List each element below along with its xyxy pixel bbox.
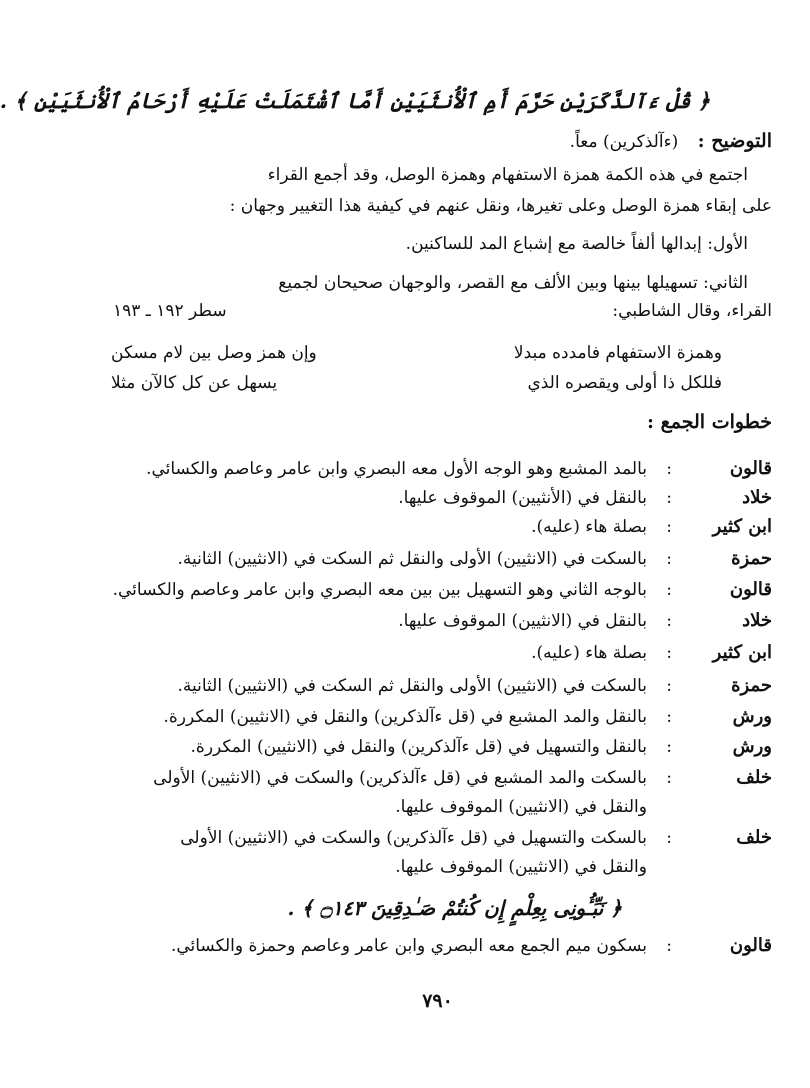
- reader-name: خلف: [736, 767, 772, 788]
- reader-name: قالون: [729, 458, 772, 479]
- poem-verse-2: [111, 370, 722, 396]
- step-text: بالنقل في (الأنثيين) الموقوف عليها.: [398, 488, 647, 508]
- reader-name: ابن كثير: [712, 642, 772, 663]
- paragraph-line-1: اجتمع في هذه الكمة همزة الاستفهام وهمزة الوصل، وقد أجمع القراء: [267, 165, 748, 185]
- separator: :: [666, 488, 672, 508]
- step-text: بصلة هاء (عليه).: [531, 643, 647, 663]
- separator: :: [666, 936, 672, 956]
- step-text: بالسكت في (الانثيين) الأولى والنقل ثم السكت في (الانثيين) الثانية.: [177, 676, 647, 696]
- step-text: بالسكت والمد المشبع في (قل ءآلذكرين) والسكت في (الانثيين) الأولى: [153, 768, 647, 788]
- reader-name: حمزة: [731, 548, 772, 569]
- step-text: بالنقل في (الانثيين) الموقوف عليها.: [398, 611, 647, 631]
- step-text: بالنقل والمد المشبع في (قل ءآلذكرين) والنقل في (الانثيين) المكررة.: [163, 707, 647, 727]
- separator: :: [666, 549, 672, 569]
- step-text: بالوجه الثاني وهو التسهيل بين بين معه البصري وابن عامر وعاصم والكسائي.: [112, 580, 647, 600]
- step-text: بالنقل والتسهيل في (قل ءآلذكرين) والنقل في (الانثيين) المكررة.: [190, 737, 647, 757]
- paragraph-line-2: على إبقاء همزة الوصل وعلى تغيرها، ونقل عنهم في كيفية هذا التغيير وجهان :: [229, 196, 772, 216]
- line-reference: سطر ١٩٢ ـ ١٩٣: [113, 301, 227, 321]
- step-text: بالسكت في (الانثيين) الأولى والنقل ثم السكت في (الانثيين) الثانية.: [177, 549, 647, 569]
- separator: :: [666, 707, 672, 727]
- separator: :: [666, 459, 672, 479]
- reader-name: خلاد: [742, 487, 772, 508]
- steps-heading: خطوات الجمع :: [647, 411, 772, 433]
- step-text: بسكون ميم الجمع معه البصري وابن عامر وعاصم وحمزة والكسائي.: [170, 936, 647, 956]
- separator: :: [666, 828, 672, 848]
- shatibi-intro: القراء، وقال الشاطبي:: [612, 301, 772, 321]
- second-method-line-1: الثاني: تسهيلها بينها وبين الألف مع القصر، والوجهان صحيحان لجميع: [278, 273, 748, 293]
- reader-name: خلف: [736, 827, 772, 848]
- step-text-continued: والنقل في (الانثيين) الموقوف عليها.: [395, 857, 647, 877]
- reader-name: ورش: [732, 736, 772, 757]
- step-text-continued: والنقل في (الانثيين) الموقوف عليها.: [395, 797, 647, 817]
- first-method: الأول: إبدالها ألفاً خالصة مع إشباع المد للساكنين.: [405, 234, 748, 254]
- tawdih-label: التوضيح :: [697, 130, 772, 152]
- separator: :: [666, 611, 672, 631]
- poem-hemistich-left: يسهل عن كل كالآن مثلا: [111, 373, 278, 393]
- separator: :: [666, 737, 672, 757]
- page-number: ٧٩٠: [422, 990, 453, 1012]
- poem-hemistich-right: وهمزة الاستفهام فامدده مبدلا: [513, 343, 722, 363]
- poem-hemistich-left: وإن همز وصل بين لام مسكن: [111, 343, 317, 363]
- separator: :: [666, 580, 672, 600]
- reader-name: ورش: [732, 706, 772, 727]
- reader-name: خلاد: [742, 610, 772, 631]
- step-text: بالسكت والتسهيل في (قل ءآلذكرين) والسكت في (الانثيين) الأولى: [180, 828, 647, 848]
- reader-name: قالون: [729, 579, 772, 600]
- verse-quote-top: ﴿ قُلْ ءَآلذَّكَرَيْنِ حَرَّمَ أَمِ ٱلْأُنثَيَيْنِ أَمَّا ٱشْتَمَلَتْ عَلَيْهِ أَرْحَامُ ٱلْأُنثَيَيْنِ ﴾ .: [0, 88, 710, 113]
- separator: :: [666, 676, 672, 696]
- poem-hemistich-right: فللكل ذا أولى ويقصره الذي: [527, 373, 722, 393]
- poem-verse-1: [111, 340, 722, 366]
- second-method-line-2: [103, 298, 772, 324]
- reader-name: ابن كثير: [712, 516, 772, 537]
- reader-name: حمزة: [731, 675, 772, 696]
- tawdih-line: [103, 128, 772, 155]
- separator: :: [666, 768, 672, 788]
- step-text: بالمد المشبع وهو الوجه الأول معه البصري وابن عامر وعاصم والكسائي.: [146, 459, 647, 479]
- separator: :: [666, 643, 672, 663]
- tawdih-word: (ءآلذكرين) معاً.: [569, 132, 679, 152]
- verse-quote-bottom: ﴿ نَبِّـُٔونِى بِعِلْمٍ إِن كُنتُمْ صَـٰدِقِينَ ۝١٤٣ ﴾ .: [287, 896, 622, 920]
- separator: :: [666, 517, 672, 537]
- step-text: بصلة هاء (عليه).: [531, 517, 647, 537]
- reader-name: قالون: [729, 935, 772, 956]
